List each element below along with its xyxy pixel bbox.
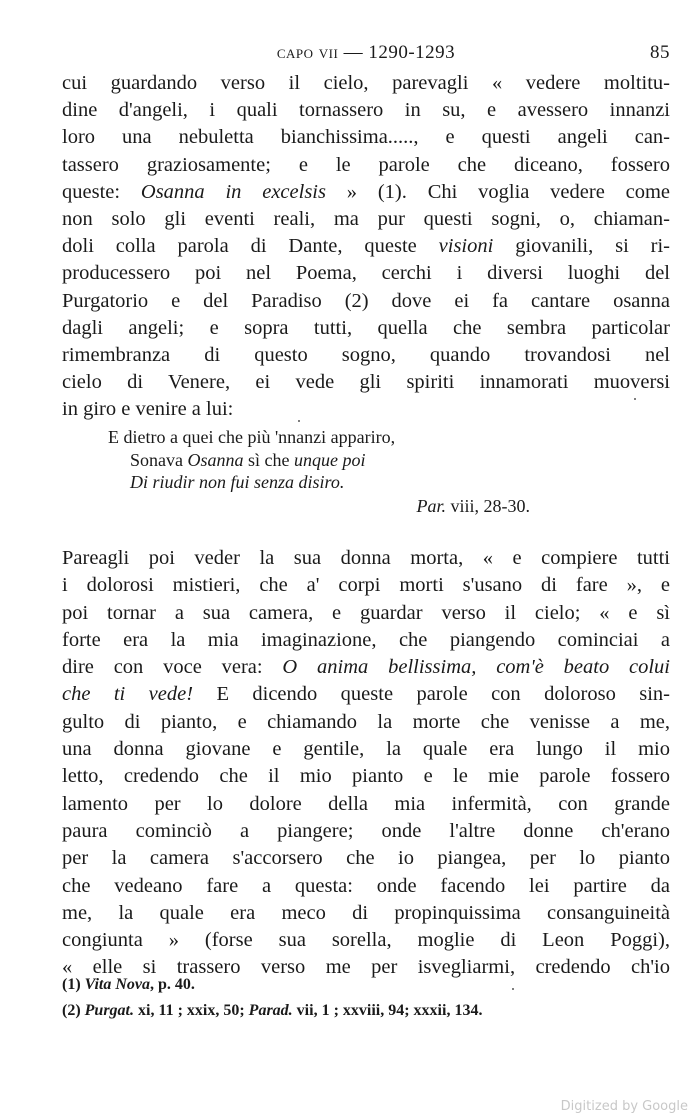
- verse-quotation: [108, 426, 528, 494]
- text-line: forte era la mia imaginazione, che piangendo cominciai a: [62, 628, 670, 651]
- text-line: cielo di Venere, ei vede gli spiriti innamorati muoversi: [62, 371, 670, 394]
- text-line: « elle si trassero verso me per isvegliarmi, credendo ch'io: [62, 956, 670, 979]
- text-line: tassero graziosamente; e le parole che diceano, fossero: [62, 153, 670, 176]
- text-line: dagli angeli; e sopra tutti, quella che sembra particolar: [62, 316, 670, 339]
- text-line: queste: Osanna in excelsis » (1). Chi voglia vedere come: [62, 180, 670, 203]
- text-line: poi tornar a sua camera, e guardar verso il cielo; « e sì: [62, 601, 670, 624]
- watermark: Digitized by Google: [560, 1099, 688, 1114]
- page-number: 85: [650, 42, 670, 63]
- verse-line-3: Di riudir non fui senza disiro.: [130, 472, 345, 492]
- running-title: capo vii — 1290-1293: [276, 42, 456, 63]
- text-line: gulto di pianto, e chiamando la morte che venisse a me,: [62, 710, 670, 733]
- text-line: me, la quale era meco di propinquissima consanguineità: [62, 901, 670, 924]
- text-line: dine d'angeli, i quali tornassero in su, e avessero innanzi: [62, 99, 670, 122]
- text-line: Pareagli poi veder la sua donna morta, « e compiere tutti: [62, 547, 670, 569]
- paragraph-1: [62, 70, 670, 423]
- print-speck: [512, 988, 514, 990]
- text-line: rimembranza di questo sogno, quando trovandosi nel: [62, 343, 670, 366]
- text-line: paura cominciò a piangere; onde l'altre donne ch'erano: [62, 819, 670, 842]
- footnote-1: (1) Vita Nova, p. 40.: [62, 976, 195, 993]
- text-line: i dolorosi mistieri, che a' corpi morti s'usano di fare », e: [62, 574, 670, 597]
- text-line: che vedeano fare a questa: onde facendo lei partire da: [62, 874, 670, 897]
- verse-reference: Par. viii, 28-30.: [416, 496, 530, 516]
- footnote-2: (2) Purgat. xi, 11 ; xxix, 50; Parad. vii, 1 ; xxviii, 94; xxxii, 134.: [62, 1002, 483, 1019]
- print-speck: [298, 420, 300, 422]
- text-line: Purgatorio e del Paradiso (2) dove ei fa cantare osanna: [62, 289, 670, 312]
- verse-line-2: Sonava Osanna sì che unque poi: [130, 449, 366, 470]
- text-line: una donna giovane e gentile, la quale era lungo il mio: [62, 738, 670, 761]
- paragraph-2: [62, 545, 670, 982]
- text-line: non solo gli eventi reali, ma pur questi sogni, o, chiaman-: [62, 207, 670, 230]
- footnotes: [62, 972, 670, 1024]
- text-line: doli colla parola di Dante, queste visioni giovanili, si ri-: [62, 235, 671, 258]
- text-line: dire con voce vera: O anima bellissima, com'è beato colui: [62, 656, 671, 679]
- text-line: letto, credendo che il mio pianto e le mie parole fossero: [62, 765, 670, 788]
- verse-line-1: E dietro a quei che più 'nnanzi appariro,: [108, 427, 396, 447]
- text-line: lamento per lo dolore della mia infermità, con grande: [62, 792, 670, 815]
- text-line: loro una nebuletta bianchissima....., e questi angeli can-: [62, 126, 670, 149]
- print-speck: [634, 398, 636, 400]
- text-line: producessero poi nel Poema, cerchi i diversi luoghi del: [62, 262, 670, 285]
- text-line: congiunta » (forse sua sorella, moglie di Leon Poggi),: [62, 929, 670, 952]
- text-line: in giro e venire a lui:: [62, 398, 234, 421]
- text-line: per la camera s'accorsero che io piangea, per lo pianto: [62, 847, 670, 870]
- page-header: [62, 42, 670, 68]
- text-line: che ti vede! E dicendo queste parole con doloroso sin-: [62, 683, 670, 706]
- text-line: cui guardando verso il cielo, parevagli « vedere moltitu-: [62, 72, 670, 94]
